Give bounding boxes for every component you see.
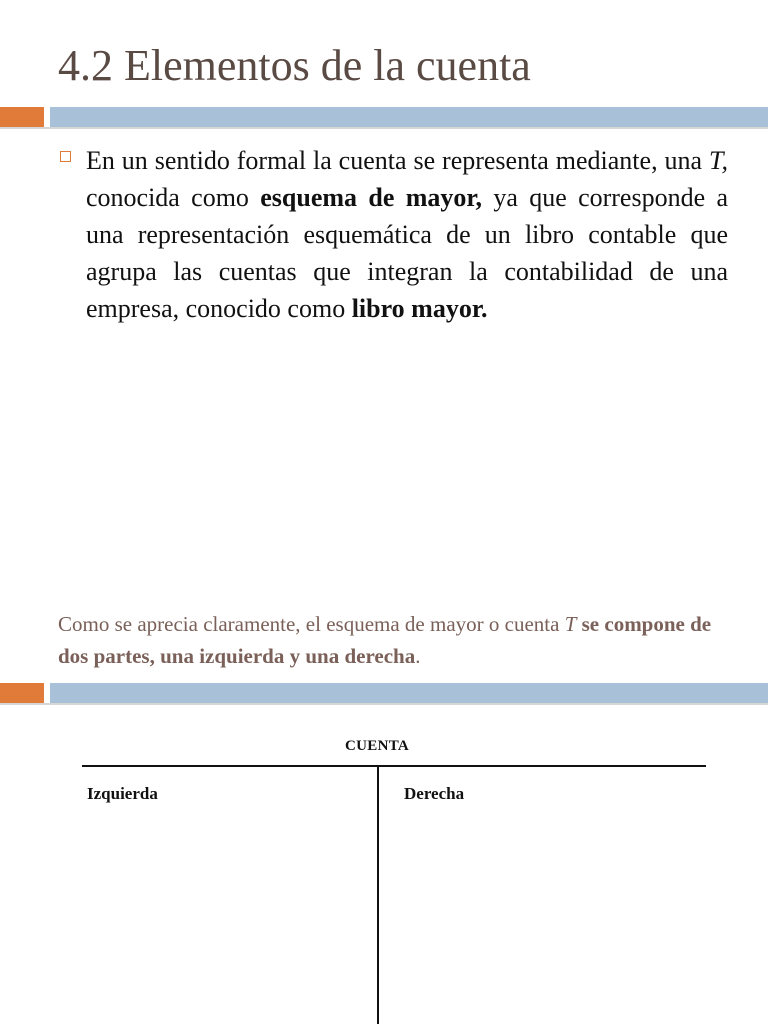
- bullet-item: [58, 142, 728, 327]
- t-account-title: CUENTA: [345, 738, 410, 754]
- note-emphasis: se compone de dos partes, una izquierda y una derecha: [58, 612, 712, 668]
- bottom-divider-bar: [0, 683, 768, 705]
- t-account-diagram: [0, 720, 768, 1024]
- note-t-letter: T: [564, 612, 577, 636]
- divider-shadow: [0, 127, 768, 129]
- t-account-horizontal-line: [82, 765, 706, 767]
- divider-band: [50, 683, 768, 703]
- bullet-text: [86, 142, 728, 327]
- divider-shadow: [0, 703, 768, 705]
- bullet-text-part: ya que corresponde a una representación esquemática de un libro contable que agrupa las cuentas que integran la contabilidad de una empresa, conocido como: [86, 183, 728, 323]
- top-divider-bar: [0, 107, 768, 129]
- bullet-text-part: En un sentido formal la cuenta se representa mediante, una: [86, 146, 709, 175]
- explanatory-note: [58, 608, 718, 672]
- emphasis-esquema-de-mayor: esquema de mayor,: [260, 183, 483, 212]
- note-text-end: .: [415, 644, 421, 668]
- t-account-vertical-line: [377, 766, 379, 1024]
- bullet-text-part: conocida como: [86, 183, 261, 212]
- divider-band: [50, 107, 768, 127]
- note-text-part: Como se aprecia claramente, el esquema de mayor o cuenta: [58, 612, 565, 636]
- page-title: 4.2 Elementos de la cuenta: [58, 41, 531, 90]
- emphasis-libro-mayor: libro mayor.: [351, 294, 488, 323]
- t-account-left-label: Izquierda: [87, 784, 158, 803]
- square-bullet-icon: [60, 151, 71, 162]
- t-letter: T,: [708, 146, 728, 175]
- divider-accent-block: [0, 107, 44, 127]
- divider-accent-block: [0, 683, 44, 703]
- t-account-right-label: Derecha: [404, 784, 465, 803]
